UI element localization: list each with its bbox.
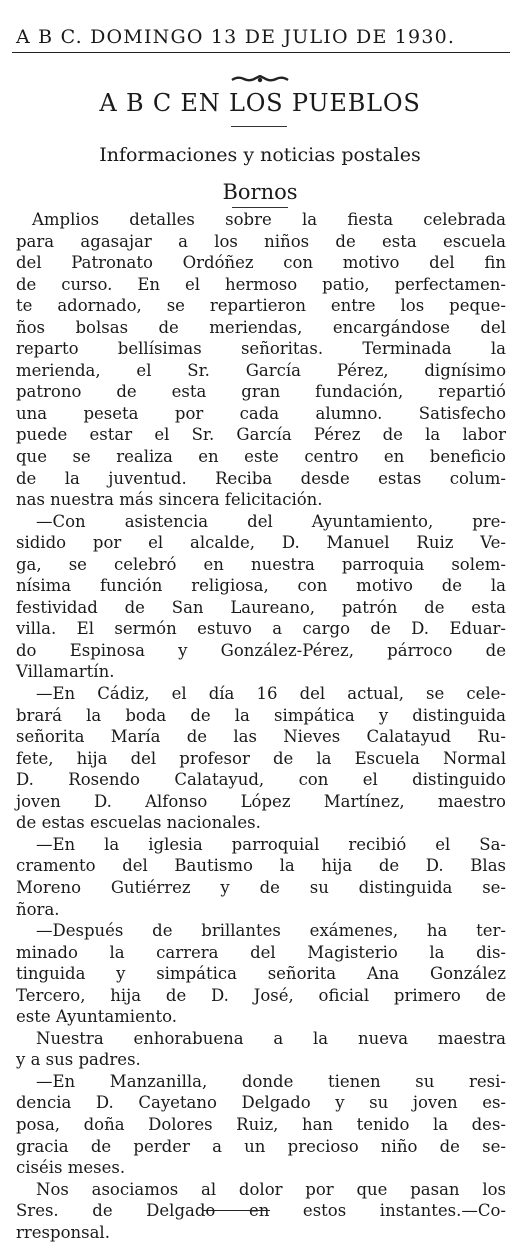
article-line: puede estar el Sr. García Pérez de la labor xyxy=(16,425,506,445)
article-line: Amplios detalles sobre la fiesta celebrada xyxy=(32,210,506,229)
article-line: nas nuestra más sincera felicitación. xyxy=(16,490,323,510)
article-body xyxy=(16,209,506,1243)
article-line: de curso. En el hermoso patio, perfectamen- xyxy=(16,274,506,294)
article-line: —Después de brillantes exámenes, ha ter- xyxy=(36,921,506,941)
article-line: ciséis meses. xyxy=(16,1158,126,1178)
article-line: tinguida y simpática señorita Ana González xyxy=(16,964,506,984)
article-line: minado la carrera del Magisterio la dis- xyxy=(16,942,506,962)
article-line: para agasajar a los niños de esta escuela xyxy=(16,231,506,251)
article-line: de la juventud. Reciba desde estas colum- xyxy=(16,468,506,488)
article-line: ños bolsas de meriendas, encargándose del xyxy=(16,317,506,337)
article-line: del Patronato Ordóñez con motivo del fin xyxy=(16,253,506,273)
article-line: Tercero, hija de D. José, oficial primero de xyxy=(16,985,506,1005)
article-line: villa. El sermón estuvo a cargo de D. Eduar- xyxy=(16,619,506,639)
ornament-icon xyxy=(0,69,520,88)
article-line: sidido por el alcalde, D. Manuel Ruiz Ve- xyxy=(16,533,506,553)
article-line: —En Manzanilla, donde tienen su resi- xyxy=(36,1071,506,1091)
article-line: do Espinosa y González-Pérez, párroco de xyxy=(16,640,506,660)
end-rule xyxy=(202,1210,270,1211)
article-line: posa, doña Dolores Ruiz, han tenido la des- xyxy=(16,1114,506,1134)
article-line: Villamartín. xyxy=(16,662,115,682)
article-line: te adornado, se repartieron entre los peque- xyxy=(16,296,506,316)
article-line: D. Rosendo Calatayud, con el distinguido xyxy=(16,770,506,790)
section-subtitle: Informaciones y noticias postales xyxy=(99,144,421,166)
article-line: Nos asociamos al dolor por que pasan los xyxy=(36,1179,506,1199)
article-line: Nuestra enhorabuena a la nueva maestra xyxy=(36,1028,506,1048)
article-line: festividad de San Laureano, patrón de esta xyxy=(16,597,506,617)
section-title: A B C EN LOS PUEBLOS xyxy=(99,89,421,117)
article-line: dencia D. Cayetano Delgado y su joven es- xyxy=(16,1093,506,1113)
article-line: rresponsal. xyxy=(16,1222,110,1242)
article-line: que se realiza en este centro en beneficio xyxy=(16,447,506,467)
title-rule xyxy=(231,126,287,127)
article-line: de estas escuelas nacionales. xyxy=(16,813,261,833)
article-line: joven D. Alfonso López Martínez, maestro xyxy=(16,791,506,811)
article-line: patrono de esta gran fundación, repartió xyxy=(16,382,506,402)
article-line: una peseta por cada alumno. Satisfecho xyxy=(16,403,506,423)
article-line: Moreno Gutiérrez y de su distinguida se- xyxy=(16,877,506,897)
article-line: —En la iglesia parroquial recibió el Sa- xyxy=(36,834,506,854)
masthead-date-line: A B C. DOMINGO 13 DE JULIO DE 1930. xyxy=(16,26,456,48)
article-line: este Ayuntamiento. xyxy=(16,1007,177,1027)
article-line: ga, se celebró en nuestra parroquia solem- xyxy=(16,554,506,574)
article-line: y a sus padres. xyxy=(16,1050,141,1070)
article-line: gracia de perder a un precioso niño de se- xyxy=(16,1136,506,1156)
article-line: ñora. xyxy=(16,899,60,919)
article-town-heading: Bornos xyxy=(222,180,298,204)
article-line: —En Cádiz, el día 16 del actual, se cele- xyxy=(36,684,506,704)
article-line: señorita María de las Nieves Calatayud Ru- xyxy=(16,727,506,747)
article-line: Sres. de Delgado en estos instantes.—Co- xyxy=(16,1201,506,1221)
article-line: fete, hija del profesor de la Escuela Normal xyxy=(16,748,506,768)
article-line: reparto bellísimas señoritas. Terminada la xyxy=(16,339,506,359)
article-line: —Con asistencia del Ayuntamiento, pre- xyxy=(36,511,506,531)
article-line: nísima función religiosa, con motivo de la xyxy=(16,576,506,596)
town-rule xyxy=(232,207,288,208)
masthead-rule xyxy=(12,52,510,53)
article-line: cramento del Bautismo la hija de D. Blas xyxy=(16,856,506,876)
article-line: brará la boda de la simpática y distinguida xyxy=(16,705,506,725)
article-line: merienda, el Sr. García Pérez, dignísimo xyxy=(16,360,506,380)
